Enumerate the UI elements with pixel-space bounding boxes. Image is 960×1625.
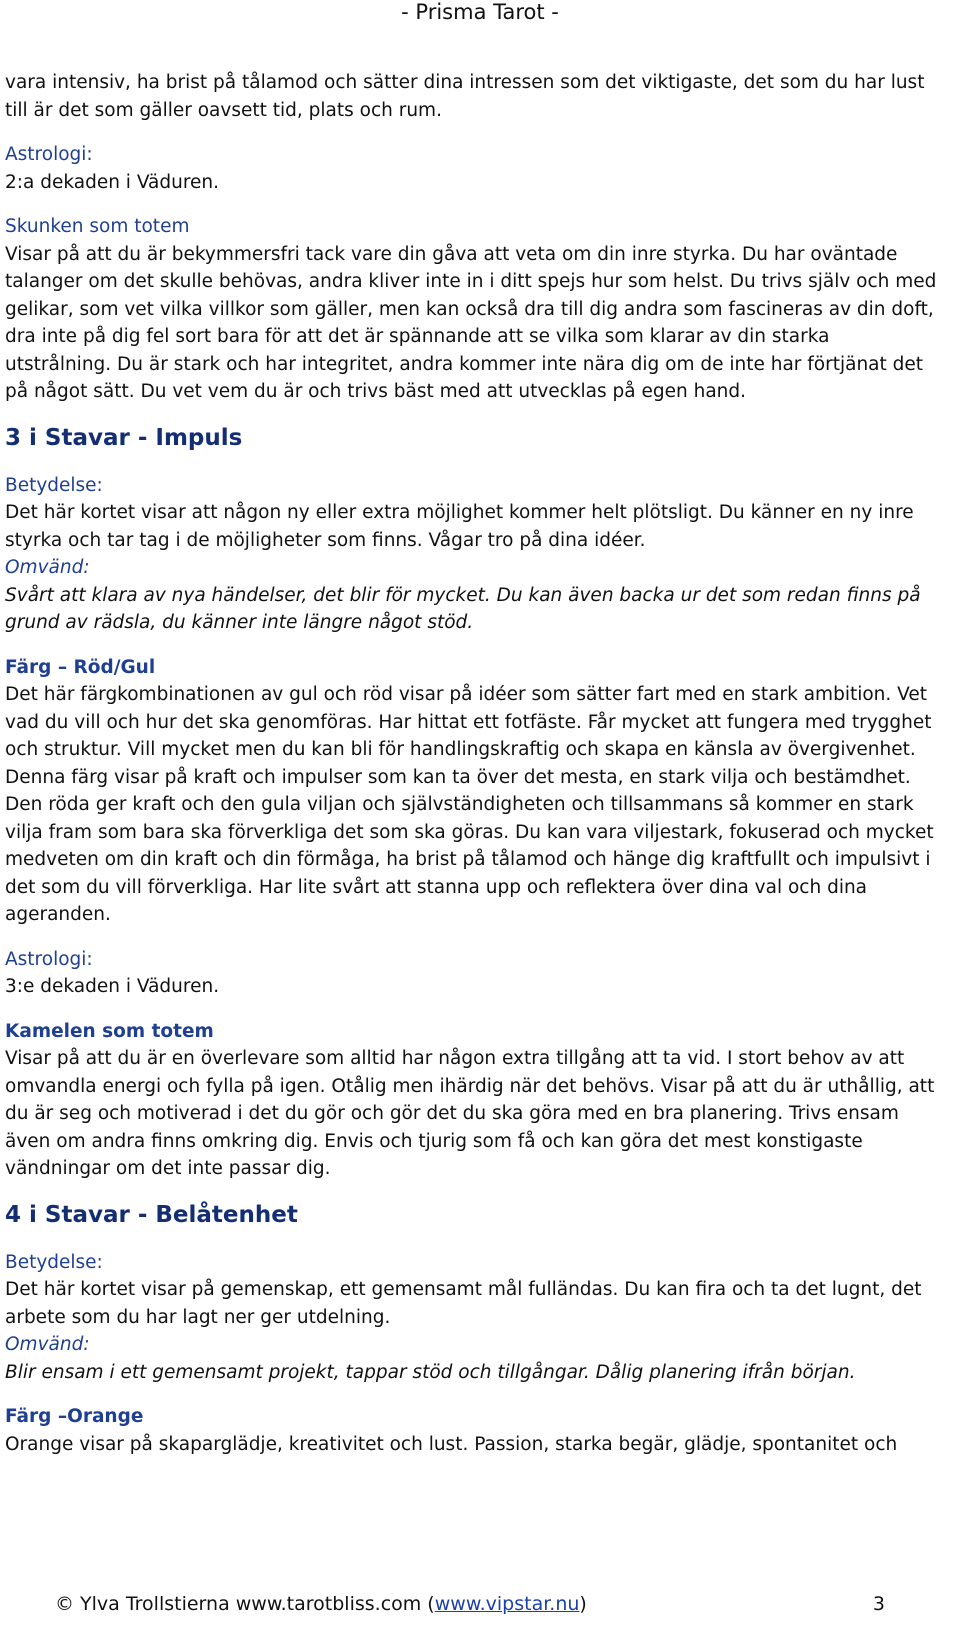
card-4-heading: 4 i Stavar - Belåtenhet [5,1201,298,1228]
close-paren: ) [579,1593,587,1615]
page-footer [55,1590,885,1618]
page-content [5,69,940,1458]
reversed-text: Svårt att klara av nya händelser, det blir för mycket. Du kan även backa ur det som redan finns på grund av rädsla, du känner inte längre något stöd. [5,584,921,633]
color-label: Färg –Orange [5,1406,144,1427]
continuation-paragraph: vara intensiv, ha brist på tålamod och sätter dina intressen som det viktigaste, det som du har lust till är det som gäller oavsett tid, plats och rum. [5,72,925,121]
astrology-section-2 [5,141,940,196]
reversed-label: Omvänd: [5,1334,90,1355]
page-header: - Prisma Tarot - [401,0,559,24]
meaning-label: Betydelse: [5,1251,103,1273]
reversed-text: Blir ensam i ett gemensamt projekt, tappar stöd och tillgångar. Dålig planering ifrån början. [5,1361,856,1383]
astrology-label: Astrologi: [5,948,93,970]
copyright-text: © Ylva Trollstierna www.tarotbliss.com ( [55,1593,435,1615]
card-3-heading: 3 i Stavar - Impuls [5,424,243,451]
meaning-label: Betydelse: [5,474,103,496]
astrology-text: 2:a dekaden i Väduren. [5,171,220,193]
astrology-text: 3:e dekaden i Väduren. [5,976,220,997]
totem-label: Skunken som totem [5,216,190,237]
card-4-color [5,1403,940,1458]
card-3-color [5,654,940,929]
astrology-label: Astrologi: [5,144,93,165]
meaning-text: Det här kortet visar att någon ny eller extra möjlighet kommer helt plötsligt. Du känner en ny inre styrka och tar tag i de möjligheter som finns. Vågar tro på dina idéer. [5,502,914,551]
reversed-label: Omvänd: [5,557,90,578]
color-text: Det här färgkombinationen av gul och röd visar på idéer som sätter fart med en stark ambition. Vet vad du vill och hur det ska genomföras. Har hittat ett fotfäste. Får mycket att fungera med trygghet och struktur. Vill mycket men du kan bli för handlingskraftig och skapa en känsla av övergivenhet. Denna färg visar på kraft och impulser som kan ta över det mesta, en stark vilja och bestämdhet. Den röda ger kraft och den gula viljan och självständigheten och tillsammans så kommer en stark vilja fram som bara ska förverkliga det som ska göras. Du kan vara viljestark, fokuserad och mycket medveten om din kraft och din förmåga, ha brist på tålamod och hänge dig kraftfullt och impulsivt i det som du vill förverkliga. Har lite svårt att stanna upp och reflektera över dina val och dina ageranden. [5,684,934,925]
card-4-meaning [5,1249,940,1387]
skunk-totem-section [5,213,940,406]
totem-text: Visar på att du är bekymmersfri tack vare din gåva att veta om din inre styrka. Du har oväntade talanger om det skulle behövas, andra kliver inte in i ditt spejs hur som helst. Du trivs själv och med gelikar, som vet vilka villkor som gäller, men kan också dra till dig andra som fascineras av din doft, dra inte på dig fel sort bara för att det är spännande att se vilka som klarar av din starka utstrålning. Du är stark och har integritet, andra kommer inte nära dig om de inte har förtjänat det på något sätt. Du vet vem du är och trivs bäst med att utvecklas på egen hand. [5,243,937,402]
page-number: 3 [872,1593,885,1615]
vipstar-link[interactable]: www.vipstar.nu [434,1593,580,1615]
camel-totem-section [5,1018,940,1183]
color-text: Orange visar på skaparglädje, kreativitet och lust. Passion, starka begär, glädje, spontanitet och [5,1433,898,1455]
color-label: Färg – Röd/Gul [5,656,156,678]
card-3-astrology [5,946,940,1001]
totem-label: Kamelen som totem [5,1020,214,1042]
card-3-meaning [5,472,940,637]
meaning-text: Det här kortet visar på gemenskap, ett gemensamt mål fulländas. Du kan fira och ta det lugnt, det arbete som du har lagt ner ger utdelning. [5,1279,922,1328]
totem-text: Visar på att du är en överlevare som alltid har någon extra tillgång att ta vid. I stort behov av att omvandla energi och fylla på igen. Otålig men ihärdig när det behövs. Visar på att du är uthållig, att du är seg och motiverad i det du gör och gör det du ska göra med en bra planering. Trivs ensam även om andra finns omkring dig. Envis och tjurig som få och kan göra det mest konstigaste vändningar om det inte passar dig. [5,1048,935,1179]
